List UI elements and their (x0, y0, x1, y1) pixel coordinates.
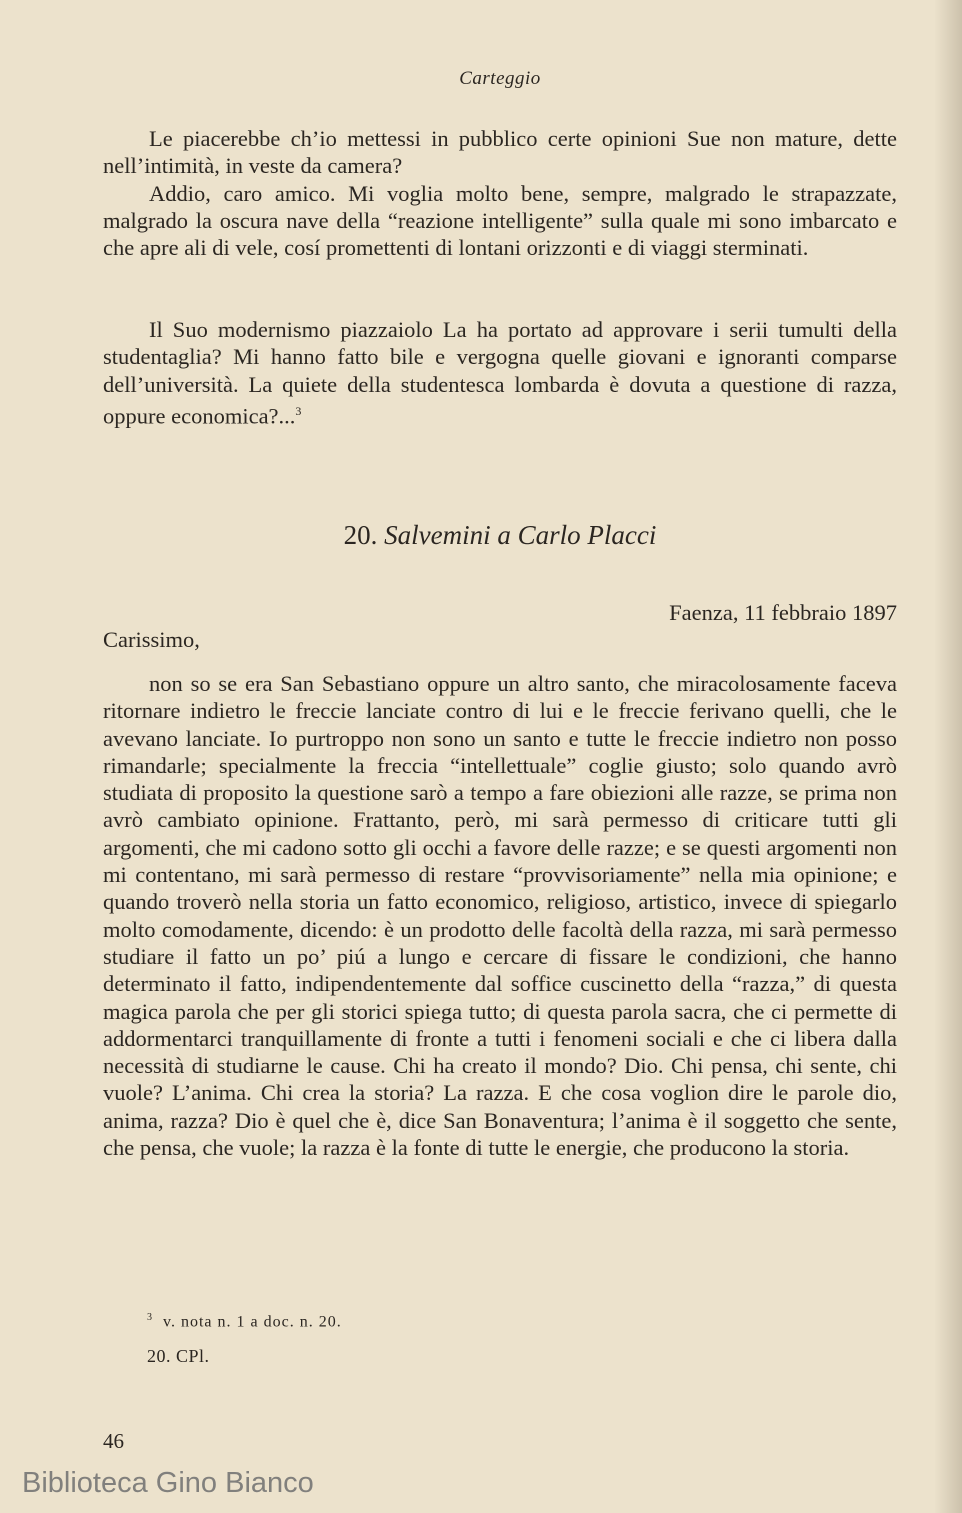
document-title: Salvemini a Carlo Placci (384, 520, 657, 550)
running-head: Carteggio (459, 68, 541, 89)
footnote-text: v. nota n. 1 a doc. n. 20. (163, 1313, 342, 1331)
letter-body-paragraph: non so se era San Sebastiano oppure un altro santo, che miracolosamente faceva ritornare indietro le freccie lanciate contro di lui e le freccie ferivano quelli, che le avevano lanciate. Io purtroppo non sono un santo e tutte le freccie indietro non posso rimandarle; specialmente la freccia “intellettuale” coglie giusto; solo quando avrò studiata di proposito la questione sarò a tempo a fare obiezioni alle razze, se prima non avrò cambiato opinione. Frattanto, però, mi sarà permesso di criticare tutti gli argomenti, che mi cadono sotto gli occhi a favore delle razze; e se questi argomenti non mi contentano, mi sarà permesso di restare “provvisoriamente” nella mia opinione; e quando troverò nella storia un fatto economico, religioso, artistico, invece di spiegarlo molto comodamente, dicendo: è un prodotto delle facoltà della razza, mi sarà permesso studiare il fatto un po’ piú a lungo e cercare di fissare le condizioni, che hanno determinato il fatto, indipendentemente dal soffice cuscinetto della “razza,” di questa magica parola che per gli storici spiega tutto; di questa parola sacra, che ci permette di addormentarci tranquillamente di fronte a tutti i fenomeni sociali e che ci libera dalla necessità di studiarne le cause. Chi ha creato il mondo? Dio. Chi pensa, chi sente, chi vuole? L’anima. Chi crea la storia? La razza. E che cosa voglion dire le parole dio, anima, razza? Dio è quel che è, dice San Bonaventura; l’anima è il soggetto che sente, che pensa, che vuole; la razza è la fonte di tutte le energie, che producono la storia. (103, 671, 897, 1161)
closing-paragraphs (103, 125, 897, 261)
source-reference: 20. CPl. (147, 1346, 210, 1366)
letter-salutation: Carissimo, (103, 627, 200, 652)
postscript (103, 316, 897, 430)
footnote-number: 3 (147, 1312, 153, 1323)
letter-dateline: Faenza, 11 febbraio 1897 (669, 600, 897, 625)
document-heading (0, 520, 962, 551)
letter-body (103, 670, 897, 1161)
page-edge-shadow (934, 0, 962, 1513)
page-number: 46 (103, 1429, 124, 1453)
paragraph: Le piacerebbe ch’io mettessi in pubblico certe opinioni Sue non mature, dette nell’intimità, in veste da camera? (103, 126, 897, 179)
postscript-paragraph (103, 316, 897, 430)
paragraph: Addio, caro amico. Mi voglia molto bene, sempre, malgrado le strapazzate, malgrado la oscura nave della “reazione intelligente” sulla quale mi sono imbarcato e che apre ali di vele, cosí promettenti di lontani orizzonti e di viaggi sterminati. (103, 180, 897, 261)
postscript-text: Il Suo modernismo piazzaiolo La ha portato ad approvare i serii tumulti della studentaglia? Mi hanno fatto bile e vergogna quelle giovani e ignoranti comparse dell’università. La quiete della studentesca lombarda è dovuta a questione di razza, oppure economica?... (103, 317, 897, 429)
library-watermark: Biblioteca Gino Bianco (22, 1467, 314, 1499)
footnote-marker: 3 (295, 403, 302, 418)
document-number: 20. (343, 520, 378, 550)
footnote (147, 1312, 342, 1331)
